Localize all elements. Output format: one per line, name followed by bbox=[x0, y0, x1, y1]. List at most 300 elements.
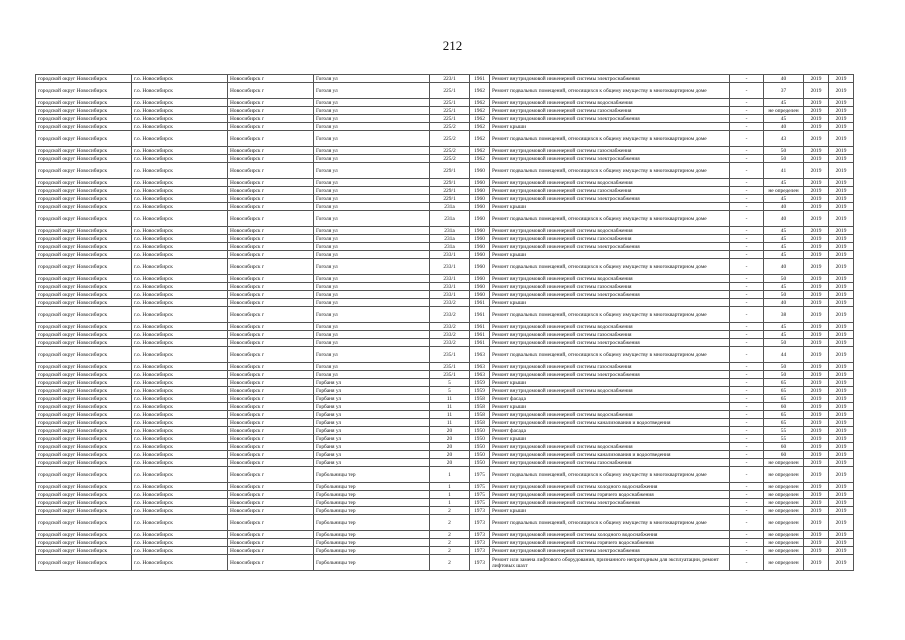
house-number-cell: 1 bbox=[430, 467, 470, 483]
table-row bbox=[36, 507, 854, 515]
work-type-cell: Ремонт внутридомовой инженерной системы газоснабжения bbox=[490, 187, 730, 195]
work-type-cell: Ремонт внутридомовой инженерной системы электроснабжения bbox=[490, 291, 730, 299]
cost-cell: 38 bbox=[764, 307, 804, 323]
cost-cell: 45 bbox=[764, 227, 804, 235]
dash-cell: - bbox=[730, 539, 764, 547]
district-cell: г.о. Новосибирск bbox=[132, 283, 228, 291]
district-cell: г.о. Новосибирск bbox=[132, 411, 228, 419]
dash-cell: - bbox=[730, 419, 764, 427]
house-number-cell: 11 bbox=[430, 395, 470, 403]
work-type-cell: Ремонт внутридомовой инженерной системы электроснабжения bbox=[490, 499, 730, 507]
house-number-cell: 229/1 bbox=[430, 195, 470, 203]
street-cell: Горбаня ул bbox=[314, 459, 430, 467]
cost-cell: 45 bbox=[764, 251, 804, 259]
end-year-cell: 2019 bbox=[829, 99, 854, 107]
end-year-cell: 2019 bbox=[829, 211, 854, 227]
cost-cell: не определен bbox=[764, 547, 804, 555]
dash-cell: - bbox=[730, 291, 764, 299]
table-row bbox=[36, 299, 854, 307]
work-type-cell: Ремонт внутридомовой инженерной системы водоснабжения bbox=[490, 275, 730, 283]
build-year-cell: 1973 bbox=[470, 531, 490, 539]
street-cell: Гоголя ул bbox=[314, 147, 430, 155]
house-number-cell: 2 bbox=[430, 507, 470, 515]
city-cell: Новосибирск г bbox=[228, 331, 314, 339]
work-type-cell: Ремонт подвальных помещений, относящихся к общему имуществу в многоквартирном доме bbox=[490, 467, 730, 483]
cost-cell: не определен bbox=[764, 459, 804, 467]
municipality-cell: городской округ Новосибирск bbox=[36, 307, 132, 323]
dash-cell: - bbox=[730, 203, 764, 211]
municipality-cell: городской округ Новосибирск bbox=[36, 75, 132, 83]
street-cell: Гоголя ул bbox=[314, 163, 430, 179]
street-cell: Гоголя ул bbox=[314, 211, 430, 227]
city-cell: Новосибирск г bbox=[228, 499, 314, 507]
start-year-cell: 2019 bbox=[804, 515, 829, 531]
build-year-cell: 1958 bbox=[470, 403, 490, 411]
city-cell: Новосибирск г bbox=[228, 451, 314, 459]
start-year-cell: 2019 bbox=[804, 259, 829, 275]
district-cell: г.о. Новосибирск bbox=[132, 491, 228, 499]
dash-cell: - bbox=[730, 451, 764, 459]
table-row bbox=[36, 107, 854, 115]
house-number-cell: 231а bbox=[430, 203, 470, 211]
house-number-cell: 233/2 bbox=[430, 339, 470, 347]
cost-cell: 40 bbox=[764, 203, 804, 211]
cost-cell: не определен bbox=[764, 507, 804, 515]
start-year-cell: 2019 bbox=[804, 507, 829, 515]
municipality-cell: городской округ Новосибирск bbox=[36, 107, 132, 115]
end-year-cell: 2019 bbox=[829, 83, 854, 99]
city-cell: Новосибирск г bbox=[228, 115, 314, 123]
work-type-cell: Ремонт внутридомовой инженерной системы электроснабжения bbox=[490, 339, 730, 347]
end-year-cell: 2019 bbox=[829, 547, 854, 555]
end-year-cell: 2019 bbox=[829, 347, 854, 363]
city-cell: Новосибирск г bbox=[228, 387, 314, 395]
end-year-cell: 2019 bbox=[829, 427, 854, 435]
cost-cell: 50 bbox=[764, 339, 804, 347]
house-number-cell: 20 bbox=[430, 451, 470, 459]
cost-cell: не определен bbox=[764, 187, 804, 195]
table-row bbox=[36, 539, 854, 547]
district-cell: г.о. Новосибирск bbox=[132, 99, 228, 107]
municipality-cell: городской округ Новосибирск bbox=[36, 235, 132, 243]
house-number-cell: 233/1 bbox=[430, 259, 470, 275]
build-year-cell: 1962 bbox=[470, 115, 490, 123]
district-cell: г.о. Новосибирск bbox=[132, 243, 228, 251]
municipality-cell: городской округ Новосибирск bbox=[36, 283, 132, 291]
table-row bbox=[36, 283, 854, 291]
build-year-cell: 1950 bbox=[470, 459, 490, 467]
municipality-cell: городской округ Новосибирск bbox=[36, 203, 132, 211]
house-number-cell: 233/1 bbox=[430, 283, 470, 291]
house-number-cell: 20 bbox=[430, 435, 470, 443]
end-year-cell: 2019 bbox=[829, 235, 854, 243]
city-cell: Новосибирск г bbox=[228, 251, 314, 259]
end-year-cell: 2019 bbox=[829, 459, 854, 467]
city-cell: Новосибирск г bbox=[228, 163, 314, 179]
work-type-cell: Ремонт крыши bbox=[490, 379, 730, 387]
end-year-cell: 2019 bbox=[829, 323, 854, 331]
cost-cell: 65 bbox=[764, 411, 804, 419]
district-cell: г.о. Новосибирск bbox=[132, 443, 228, 451]
build-year-cell: 1960 bbox=[470, 195, 490, 203]
city-cell: Новосибирск г bbox=[228, 411, 314, 419]
city-cell: Новосибирск г bbox=[228, 83, 314, 99]
table-row bbox=[36, 387, 854, 395]
end-year-cell: 2019 bbox=[829, 531, 854, 539]
district-cell: г.о. Новосибирск bbox=[132, 131, 228, 147]
district-cell: г.о. Новосибирск bbox=[132, 235, 228, 243]
cost-cell: не определен bbox=[764, 555, 804, 571]
build-year-cell: 1962 bbox=[470, 155, 490, 163]
work-type-cell: Ремонт внутридомовой инженерной системы водоснабжения bbox=[490, 443, 730, 451]
street-cell: Гоголя ул bbox=[314, 331, 430, 339]
district-cell: г.о. Новосибирск bbox=[132, 299, 228, 307]
end-year-cell: 2019 bbox=[829, 259, 854, 275]
cost-cell: 37 bbox=[764, 83, 804, 99]
house-number-cell: 5 bbox=[430, 379, 470, 387]
cost-cell: не определен bbox=[764, 531, 804, 539]
build-year-cell: 1950 bbox=[470, 443, 490, 451]
house-number-cell: 233/2 bbox=[430, 307, 470, 323]
city-cell: Новосибирск г bbox=[228, 483, 314, 491]
street-cell: Гоголя ул bbox=[314, 99, 430, 107]
cost-cell: 60 bbox=[764, 443, 804, 451]
dash-cell: - bbox=[730, 403, 764, 411]
cost-cell: не определен bbox=[764, 467, 804, 483]
house-number-cell: 229/1 bbox=[430, 179, 470, 187]
cost-cell: 45 bbox=[764, 323, 804, 331]
work-type-cell: Ремонт внутридомовой инженерной системы водоснабжения bbox=[490, 387, 730, 395]
district-cell: г.о. Новосибирск bbox=[132, 507, 228, 515]
municipality-cell: городской округ Новосибирск bbox=[36, 403, 132, 411]
start-year-cell: 2019 bbox=[804, 115, 829, 123]
street-cell: Горбаня ул bbox=[314, 379, 430, 387]
city-cell: Новосибирск г bbox=[228, 187, 314, 195]
city-cell: Новосибирск г bbox=[228, 227, 314, 235]
city-cell: Новосибирск г bbox=[228, 467, 314, 483]
district-cell: г.о. Новосибирск bbox=[132, 83, 228, 99]
end-year-cell: 2019 bbox=[829, 75, 854, 83]
dash-cell: - bbox=[730, 347, 764, 363]
start-year-cell: 2019 bbox=[804, 371, 829, 379]
dash-cell: - bbox=[730, 531, 764, 539]
table-row bbox=[36, 395, 854, 403]
dash-cell: - bbox=[730, 411, 764, 419]
work-type-cell: Ремонт внутридомовой инженерной системы газоснабжения bbox=[490, 331, 730, 339]
work-type-cell: Ремонт подвальных помещений, относящихся к общему имуществу в многоквартирном доме bbox=[490, 163, 730, 179]
cost-cell: 45 bbox=[764, 235, 804, 243]
district-cell: г.о. Новосибирск bbox=[132, 371, 228, 379]
cost-cell: 50 bbox=[764, 363, 804, 371]
start-year-cell: 2019 bbox=[804, 131, 829, 147]
start-year-cell: 2019 bbox=[804, 83, 829, 99]
street-cell: Горбаня ул bbox=[314, 387, 430, 395]
start-year-cell: 2019 bbox=[804, 107, 829, 115]
dash-cell: - bbox=[730, 387, 764, 395]
start-year-cell: 2019 bbox=[804, 467, 829, 483]
street-cell: Гоголя ул bbox=[314, 227, 430, 235]
street-cell: Гоголя ул bbox=[314, 195, 430, 203]
district-cell: г.о. Новосибирск bbox=[132, 187, 228, 195]
build-year-cell: 1950 bbox=[470, 451, 490, 459]
house-number-cell: 225/1 bbox=[430, 83, 470, 99]
table-row bbox=[36, 243, 854, 251]
start-year-cell: 2019 bbox=[804, 123, 829, 131]
dash-cell: - bbox=[730, 547, 764, 555]
street-cell: Гоголя ул bbox=[314, 243, 430, 251]
district-cell: г.о. Новосибирск bbox=[132, 387, 228, 395]
end-year-cell: 2019 bbox=[829, 443, 854, 451]
cost-cell: 45 bbox=[764, 115, 804, 123]
dash-cell: - bbox=[730, 195, 764, 203]
house-number-cell: 2 bbox=[430, 515, 470, 531]
dash-cell: - bbox=[730, 275, 764, 283]
house-number-cell: 11 bbox=[430, 419, 470, 427]
house-number-cell: 233/2 bbox=[430, 323, 470, 331]
dash-cell: - bbox=[730, 339, 764, 347]
work-type-cell: Ремонт подвальных помещений, относящихся к общему имуществу в многоквартирном доме bbox=[490, 83, 730, 99]
municipality-cell: городской округ Новосибирск bbox=[36, 411, 132, 419]
end-year-cell: 2019 bbox=[829, 243, 854, 251]
cost-cell: 44 bbox=[764, 347, 804, 363]
start-year-cell: 2019 bbox=[804, 339, 829, 347]
start-year-cell: 2019 bbox=[804, 491, 829, 499]
street-cell: Гоголя ул bbox=[314, 291, 430, 299]
end-year-cell: 2019 bbox=[829, 555, 854, 571]
municipality-cell: городской округ Новосибирск bbox=[36, 555, 132, 571]
start-year-cell: 2019 bbox=[804, 363, 829, 371]
street-cell: Гоголя ул bbox=[314, 75, 430, 83]
dash-cell: - bbox=[730, 235, 764, 243]
start-year-cell: 2019 bbox=[804, 531, 829, 539]
street-cell: Гоголя ул bbox=[314, 179, 430, 187]
city-cell: Новосибирск г bbox=[228, 99, 314, 107]
end-year-cell: 2019 bbox=[829, 467, 854, 483]
work-type-cell: Ремонт крыши bbox=[490, 435, 730, 443]
dash-cell: - bbox=[730, 499, 764, 507]
street-cell: Гоголя ул bbox=[314, 235, 430, 243]
district-cell: г.о. Новосибирск bbox=[132, 163, 228, 179]
house-number-cell: 233/1 bbox=[430, 275, 470, 283]
municipality-cell: городской округ Новосибирск bbox=[36, 395, 132, 403]
house-number-cell: 231а bbox=[430, 243, 470, 251]
district-cell: г.о. Новосибирск bbox=[132, 451, 228, 459]
start-year-cell: 2019 bbox=[804, 427, 829, 435]
district-cell: г.о. Новосибирск bbox=[132, 363, 228, 371]
cost-cell: 65 bbox=[764, 395, 804, 403]
house-number-cell: 11 bbox=[430, 403, 470, 411]
district-cell: г.о. Новосибирск bbox=[132, 547, 228, 555]
start-year-cell: 2019 bbox=[804, 459, 829, 467]
work-type-cell: Ремонт подвальных помещений, относящихся к общему имуществу в многоквартирном доме bbox=[490, 347, 730, 363]
city-cell: Новосибирск г bbox=[228, 435, 314, 443]
municipality-cell: городской округ Новосибирск bbox=[36, 211, 132, 227]
work-type-cell: Ремонт крыши bbox=[490, 123, 730, 131]
start-year-cell: 2019 bbox=[804, 179, 829, 187]
build-year-cell: 1973 bbox=[470, 515, 490, 531]
dash-cell: - bbox=[730, 307, 764, 323]
table-row bbox=[36, 531, 854, 539]
street-cell: Гоголя ул bbox=[314, 371, 430, 379]
city-cell: Новосибирск г bbox=[228, 507, 314, 515]
build-year-cell: 1960 bbox=[470, 259, 490, 275]
cost-cell: 55 bbox=[764, 427, 804, 435]
table-row bbox=[36, 443, 854, 451]
cost-cell: не определен bbox=[764, 515, 804, 531]
municipality-cell: городской округ Новосибирск bbox=[36, 259, 132, 275]
dash-cell: - bbox=[730, 187, 764, 195]
work-type-cell: Ремонт внутридомовой инженерной системы газоснабжения bbox=[490, 235, 730, 243]
build-year-cell: 1958 bbox=[470, 395, 490, 403]
street-cell: Гоголя ул bbox=[314, 347, 430, 363]
build-year-cell: 1959 bbox=[470, 379, 490, 387]
house-number-cell: 5 bbox=[430, 387, 470, 395]
house-number-cell: 225/2 bbox=[430, 147, 470, 155]
dash-cell: - bbox=[730, 299, 764, 307]
dash-cell: - bbox=[730, 515, 764, 531]
table-row bbox=[36, 491, 854, 499]
work-type-cell: Ремонт крыши bbox=[490, 299, 730, 307]
district-cell: г.о. Новосибирск bbox=[132, 75, 228, 83]
cost-cell: 50 bbox=[764, 291, 804, 299]
build-year-cell: 1975 bbox=[470, 467, 490, 483]
municipality-cell: городской округ Новосибирск bbox=[36, 515, 132, 531]
work-type-cell: Ремонт подвальных помещений, относящихся к общему имуществу в многоквартирном доме bbox=[490, 307, 730, 323]
house-number-cell: 235/1 bbox=[430, 363, 470, 371]
work-type-cell: Ремонт внутридомовой инженерной системы горячего водоснабжения bbox=[490, 539, 730, 547]
work-type-cell: Ремонт внутридомовой инженерной системы водоснабжения bbox=[490, 411, 730, 419]
city-cell: Новосибирск г bbox=[228, 275, 314, 283]
table-row bbox=[36, 187, 854, 195]
district-cell: г.о. Новосибирск bbox=[132, 539, 228, 547]
dash-cell: - bbox=[730, 227, 764, 235]
municipality-cell: городской округ Новосибирск bbox=[36, 227, 132, 235]
dash-cell: - bbox=[730, 211, 764, 227]
build-year-cell: 1963 bbox=[470, 363, 490, 371]
house-number-cell: 233/2 bbox=[430, 299, 470, 307]
district-cell: г.о. Новосибирск bbox=[132, 379, 228, 387]
end-year-cell: 2019 bbox=[829, 379, 854, 387]
dash-cell: - bbox=[730, 443, 764, 451]
municipality-cell: городской округ Новосибирск bbox=[36, 83, 132, 99]
start-year-cell: 2019 bbox=[804, 203, 829, 211]
district-cell: г.о. Новосибирск bbox=[132, 107, 228, 115]
start-year-cell: 2019 bbox=[804, 163, 829, 179]
work-type-cell: Ремонт фасада bbox=[490, 395, 730, 403]
dash-cell: - bbox=[730, 83, 764, 99]
cost-cell: не определен bbox=[764, 499, 804, 507]
work-type-cell: Ремонт внутридомовой инженерной системы водоснабжения bbox=[490, 323, 730, 331]
street-cell: Горбольницы тер bbox=[314, 499, 430, 507]
house-number-cell: 2 bbox=[430, 547, 470, 555]
dash-cell: - bbox=[730, 131, 764, 147]
build-year-cell: 1963 bbox=[470, 371, 490, 379]
end-year-cell: 2019 bbox=[829, 227, 854, 235]
cost-cell: 41 bbox=[764, 163, 804, 179]
table-row bbox=[36, 99, 854, 107]
cost-cell: 65 bbox=[764, 379, 804, 387]
table-row bbox=[36, 75, 854, 83]
dash-cell: - bbox=[730, 491, 764, 499]
house-number-cell: 223/1 bbox=[430, 75, 470, 83]
house-number-cell: 225/1 bbox=[430, 99, 470, 107]
table-row bbox=[36, 331, 854, 339]
cost-cell: 45 bbox=[764, 195, 804, 203]
dash-cell: - bbox=[730, 323, 764, 331]
build-year-cell: 1961 bbox=[470, 299, 490, 307]
table-row bbox=[36, 203, 854, 211]
work-type-cell: Ремонт крыши bbox=[490, 251, 730, 259]
district-cell: г.о. Новосибирск bbox=[132, 427, 228, 435]
dash-cell: - bbox=[730, 147, 764, 155]
city-cell: Новосибирск г bbox=[228, 379, 314, 387]
build-year-cell: 1961 bbox=[470, 331, 490, 339]
start-year-cell: 2019 bbox=[804, 155, 829, 163]
municipality-cell: городской округ Новосибирск bbox=[36, 427, 132, 435]
start-year-cell: 2019 bbox=[804, 99, 829, 107]
dash-cell: - bbox=[730, 123, 764, 131]
end-year-cell: 2019 bbox=[829, 299, 854, 307]
work-type-cell: Ремонт внутридомовой инженерной системы газоснабжения bbox=[490, 147, 730, 155]
start-year-cell: 2019 bbox=[804, 243, 829, 251]
municipality-cell: городской округ Новосибирск bbox=[36, 323, 132, 331]
house-number-cell: 231а bbox=[430, 227, 470, 235]
cost-cell: 45 bbox=[764, 179, 804, 187]
build-year-cell: 1975 bbox=[470, 499, 490, 507]
municipality-cell: городской округ Новосибирск bbox=[36, 379, 132, 387]
district-cell: г.о. Новосибирск bbox=[132, 155, 228, 163]
city-cell: Новосибирск г bbox=[228, 307, 314, 323]
municipality-cell: городской округ Новосибирск bbox=[36, 371, 132, 379]
build-year-cell: 1960 bbox=[470, 211, 490, 227]
dash-cell: - bbox=[730, 427, 764, 435]
district-cell: г.о. Новосибирск bbox=[132, 211, 228, 227]
municipality-cell: городской округ Новосибирск bbox=[36, 187, 132, 195]
street-cell: Горбольницы тер bbox=[314, 467, 430, 483]
municipality-cell: городской округ Новосибирск bbox=[36, 507, 132, 515]
city-cell: Новосибирск г bbox=[228, 203, 314, 211]
start-year-cell: 2019 bbox=[804, 275, 829, 283]
street-cell: Гоголя ул bbox=[314, 339, 430, 347]
start-year-cell: 2019 bbox=[804, 547, 829, 555]
build-year-cell: 1961 bbox=[470, 323, 490, 331]
build-year-cell: 1962 bbox=[470, 123, 490, 131]
city-cell: Новосибирск г bbox=[228, 243, 314, 251]
municipality-cell: городской округ Новосибирск bbox=[36, 419, 132, 427]
street-cell: Горбаня ул bbox=[314, 451, 430, 459]
municipality-cell: городской округ Новосибирск bbox=[36, 195, 132, 203]
table-row bbox=[36, 323, 854, 331]
district-cell: г.о. Новосибирск bbox=[132, 123, 228, 131]
city-cell: Новосибирск г bbox=[228, 531, 314, 539]
start-year-cell: 2019 bbox=[804, 539, 829, 547]
cost-cell: 50 bbox=[764, 147, 804, 155]
build-year-cell: 1963 bbox=[470, 347, 490, 363]
table-row bbox=[36, 195, 854, 203]
cost-cell: 40 bbox=[764, 211, 804, 227]
start-year-cell: 2019 bbox=[804, 299, 829, 307]
municipality-cell: городской округ Новосибирск bbox=[36, 299, 132, 307]
start-year-cell: 2019 bbox=[804, 291, 829, 299]
start-year-cell: 2019 bbox=[804, 451, 829, 459]
city-cell: Новосибирск г bbox=[228, 291, 314, 299]
city-cell: Новосибирск г bbox=[228, 235, 314, 243]
build-year-cell: 1973 bbox=[470, 507, 490, 515]
work-type-cell: Ремонт внутридомовой инженерной системы электроснабжения bbox=[490, 243, 730, 251]
start-year-cell: 2019 bbox=[804, 395, 829, 403]
end-year-cell: 2019 bbox=[829, 387, 854, 395]
build-year-cell: 1960 bbox=[470, 179, 490, 187]
